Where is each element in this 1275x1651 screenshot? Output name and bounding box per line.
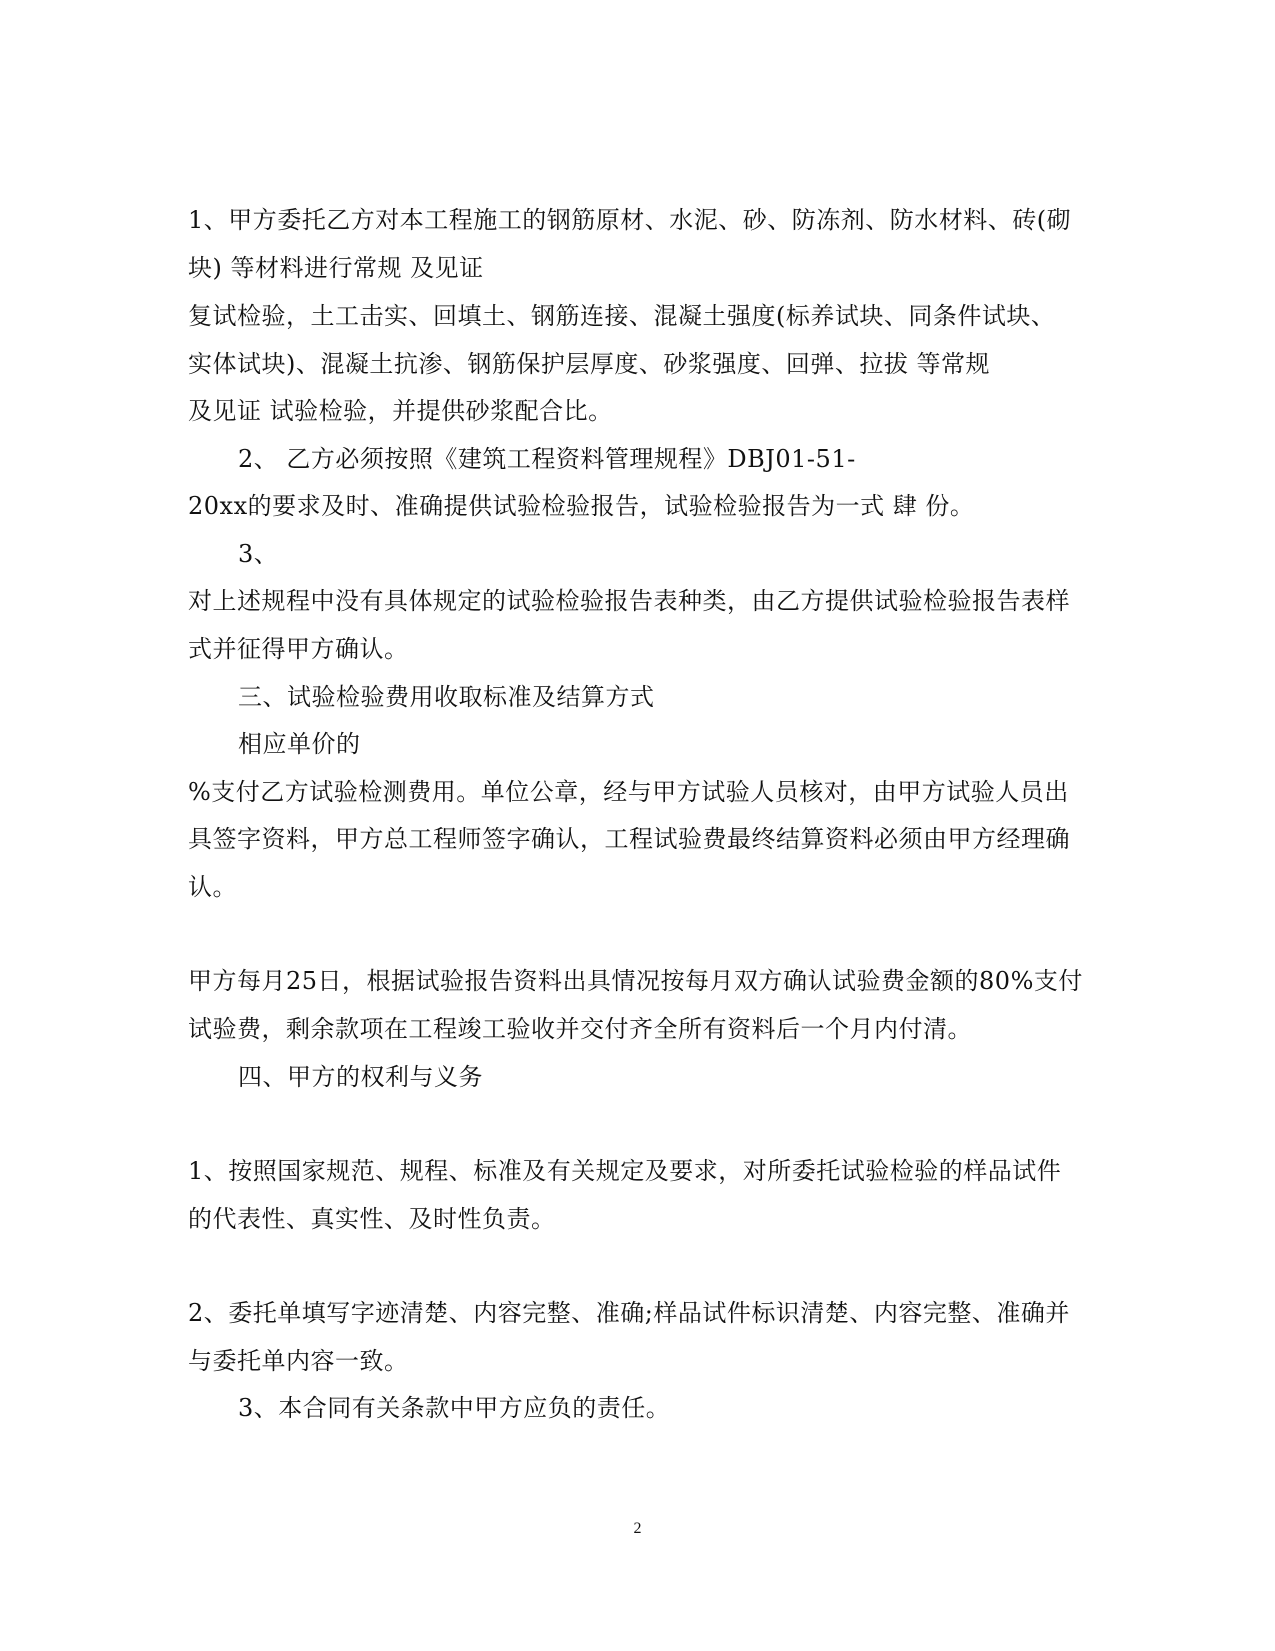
text-line: 相应单价的 bbox=[238, 730, 361, 758]
text-line: 甲方每月25日，根据试验报告资料出具情况按每月双方确认试验费金额的80%支付 bbox=[188, 967, 1083, 995]
page-number: 2 bbox=[633, 1520, 642, 1537]
text-line: 与委托单内容一致。 bbox=[188, 1347, 409, 1375]
text-line: 20xx的要求及时、准确提供试验检验报告，试验检验报告为一式 肆 份。 bbox=[188, 492, 975, 520]
text-line: 式并征得甲方确认。 bbox=[188, 635, 409, 663]
text-line: 及见证 试验检验，并提供砂浆配合比。 bbox=[188, 397, 613, 425]
section-heading: 四、甲方的权利与义务 bbox=[238, 1063, 483, 1091]
section-heading: 三、试验检验费用收取标准及结算方式 bbox=[238, 683, 655, 711]
text-line: 1、按照国家规范、规程、标准及有关规定及要求，对所委托试验检验的样品试件 bbox=[188, 1157, 1062, 1185]
text-line: 具签字资料，甲方总工程师签字确认，工程试验费最终结算资料必须由甲方经理确 bbox=[188, 825, 1070, 853]
text-line: 3、 bbox=[238, 540, 279, 568]
text-line: 试验费，剩余款项在工程竣工验收并交付齐全所有资料后一个月内付清。 bbox=[188, 1015, 972, 1043]
text-line: %支付乙方试验检测费用。单位公章，经与甲方试验人员核对，由甲方试验人员出 bbox=[188, 778, 1069, 806]
text-line: 的代表性、真实性、及时性负责。 bbox=[188, 1205, 556, 1233]
text-line: 实体试块)、混凝土抗渗、钢筋保护层厚度、砂浆强度、回弹、拉拔 等常规 bbox=[188, 350, 990, 378]
text-line: 块) 等材料进行常规 及见证 bbox=[188, 254, 484, 282]
text-line: 1、甲方委托乙方对本工程施工的钢筋原材、水泥、砂、防冻剂、防水材料、砖(砌 bbox=[188, 206, 1072, 234]
text-line: 认。 bbox=[188, 873, 237, 901]
text-line: 2、 乙方必须按照《建筑工程资料管理规程》DBJ01-51- bbox=[238, 445, 856, 473]
text-line: 对上述规程中没有具体规定的试验检验报告表种类，由乙方提供试验检验报告表样 bbox=[188, 587, 1070, 615]
text-line: 2、委托单填写字迹清楚、内容完整、准确;样品试件标识清楚、内容完整、准确并 bbox=[188, 1299, 1070, 1327]
text-line: 3、本合同有关条款中甲方应负的责任。 bbox=[238, 1394, 671, 1422]
text-line: 复试检验，土工击实、回填土、钢筋连接、混凝土强度(标养试块、同条件试块、 bbox=[188, 302, 1056, 330]
